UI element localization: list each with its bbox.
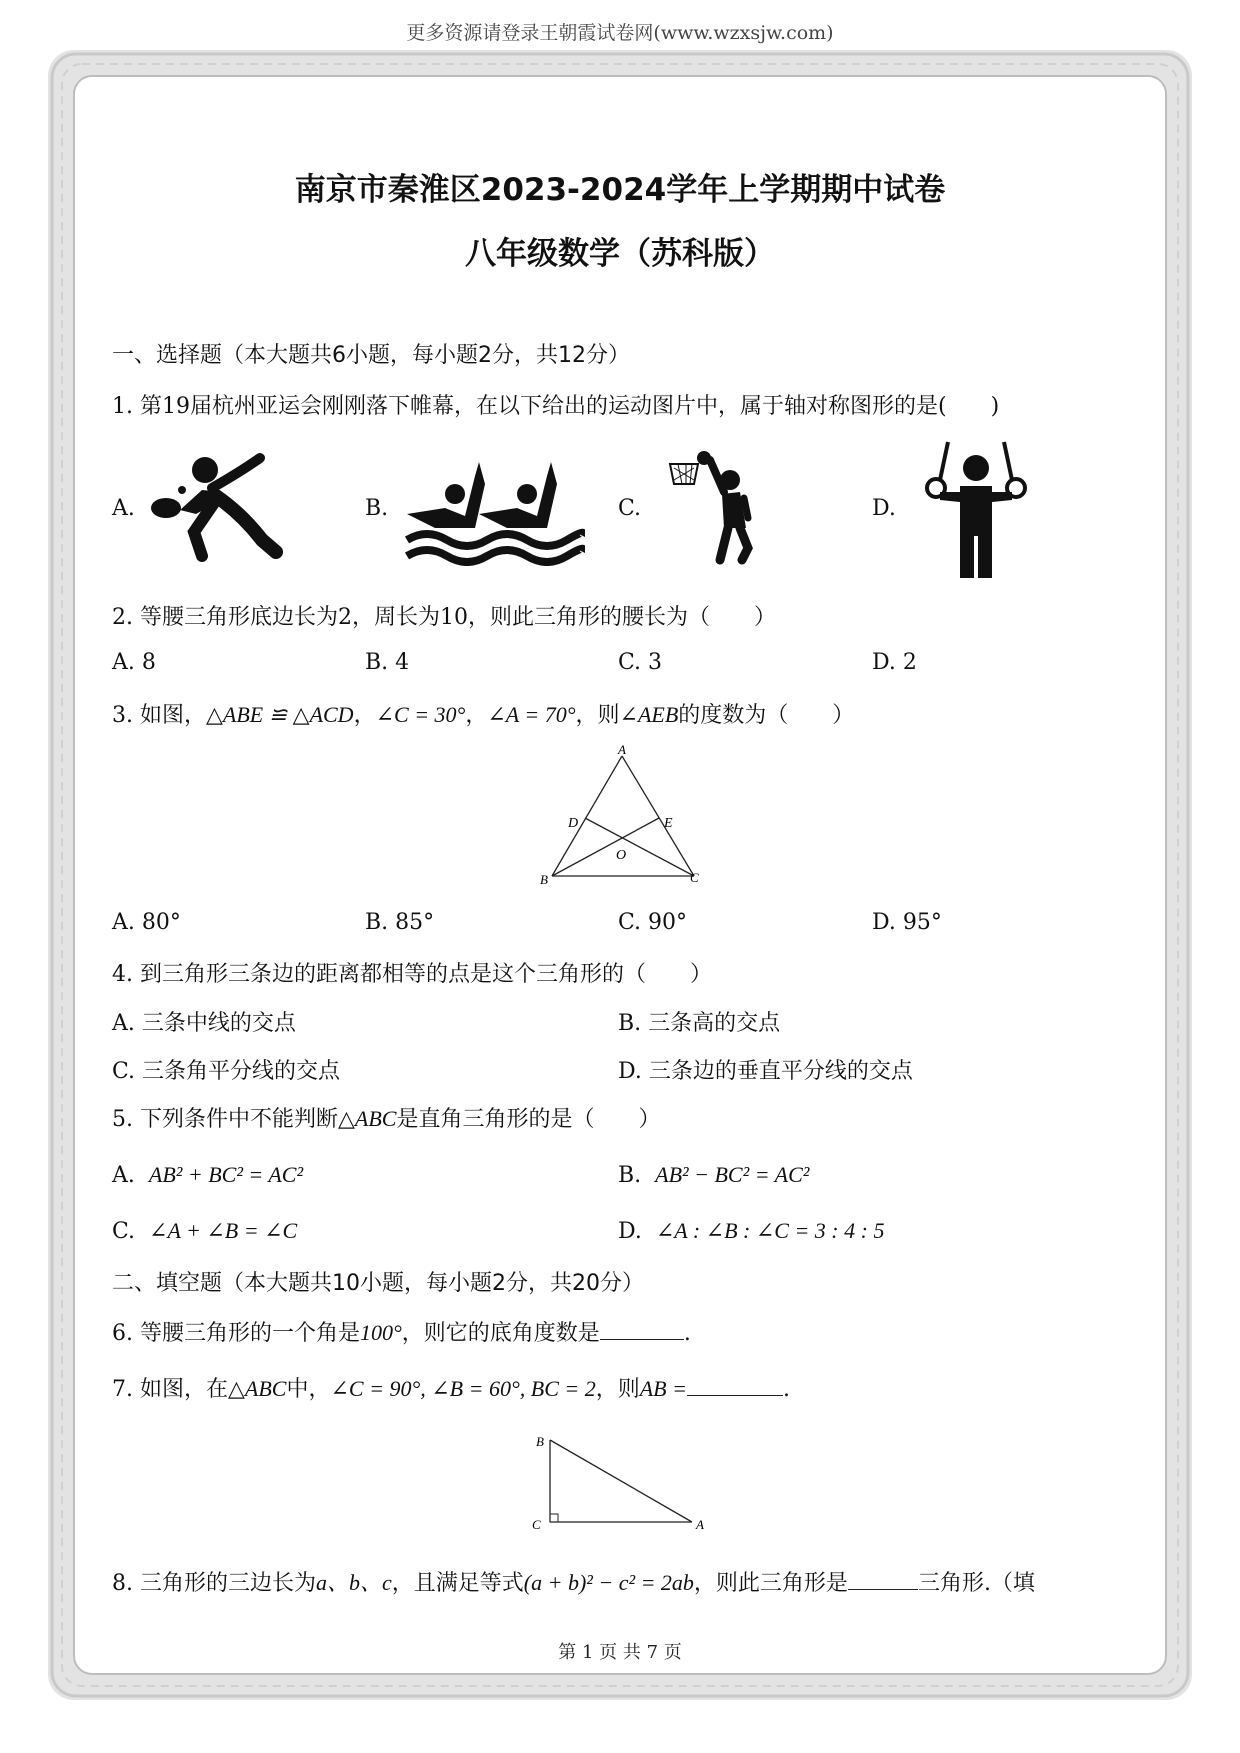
vertex-label: C [532,1517,541,1532]
answer-blank[interactable] [687,1375,783,1396]
question-6 [112,1316,691,1347]
option-b: B. 4 [365,650,410,675]
vertex-label: D [568,816,579,831]
question-text: ，且满足等式 [391,1571,524,1596]
page-subtitle: 八年级数学（苏科版） [465,236,775,272]
question-text: 三角形.（填 [917,1571,1035,1596]
option-c: C. 三条角平分线的交点 [112,1059,341,1084]
question-2: 2. 等腰三角形底边长为2，周长为10，则此三角形的腰长为（ ） [112,605,776,630]
option-label: D. [872,496,896,521]
given-conditions: ∠C = 90°, ∠B = 60°, BC = 2 [330,1376,596,1401]
triangle-name: △ABC [337,1106,397,1131]
question-text: 7. 如图，在 [112,1377,228,1402]
page-title: 南京市秦淮区2023-2024学年上学期期中试卷 [294,172,946,208]
option-d: D. 三条边的垂直平分线的交点 [618,1059,913,1084]
vertex-label: B [536,1434,544,1449]
option-a [112,1162,303,1188]
question-text: 6. 等腰三角形的一个角是 [112,1321,360,1346]
question-number: 3. 如图， [112,703,206,728]
question-text: 5. 下列条件中不能判断 [112,1107,338,1132]
option-d [618,1218,884,1244]
question-text: 的度数为（ ） [678,703,855,728]
option-label: A. [112,496,135,521]
section-heading: 二、填空题（本大题共10小题，每小题2分，共20分） [112,1271,644,1296]
side-names: a、b、c [315,1570,392,1595]
angle-c-condition: ∠C = 30° [375,702,466,727]
option-expression: ∠A : ∠B : ∠C = 3 : 4 : 5 [655,1218,885,1243]
question-text: 8. 三角形的三边长为 [112,1571,316,1596]
option-b: B. 85° [365,910,435,935]
angle-a-condition: ∠A = 70° [487,702,576,727]
option-d: D. 2 [872,650,917,675]
triangle-name: △ABC [227,1376,287,1401]
option-label: B. [618,1163,642,1188]
vertex-label: O [616,848,627,863]
vertex-label: E [664,816,673,831]
option-label: B. [365,496,389,521]
right-triangle-figure [530,1428,720,1536]
question-8 [112,1566,1035,1597]
option-b [618,1162,809,1188]
table-tennis-icon [150,452,290,564]
option-c: C. 90° [618,910,688,935]
equation: (a + b)² − c² = 2ab [523,1570,694,1595]
option-expression: ∠A + ∠B = ∠C [149,1218,298,1243]
answer-blank[interactable] [848,1569,918,1590]
option-a: A. 80° [112,910,181,935]
question-text: ，则此三角形是 [693,1571,848,1596]
congruence-condition: △ABE ≌ △ACD [205,702,354,727]
option-expression: AB² − BC² = AC² [655,1162,810,1187]
option-c: C. 3 [618,650,663,675]
vertex-label: C [690,870,699,885]
triangle-figure [530,744,710,890]
question-1: 1. 第19届杭州亚运会刚刚落下帷幕，在以下给出的运动图片中，属于轴对称图形的是( ) [112,394,1000,419]
synchronized-swimming-icon [405,456,585,566]
option-expression: AB² + BC² = AC² [148,1162,304,1187]
question-5 [112,1102,660,1133]
option-a: A. 三条中线的交点 [112,1011,296,1036]
question-4: 4. 到三角形三条边的距离都相等的点是这个三角形的（ ） [112,962,712,987]
asked-angle: ∠AEB [619,702,679,727]
question-text: 是直角三角形的是（ ） [396,1107,661,1132]
option-a: A. 8 [112,650,156,675]
option-label: D. [618,1219,642,1244]
vertex-label: B [540,872,548,887]
answer-blank[interactable] [600,1319,684,1340]
question-text: ，则它的底角度数是 [401,1321,600,1346]
option-d: D. 95° [872,910,942,935]
question-text: . [683,1321,691,1346]
angle-value: 100° [359,1320,402,1345]
question-3: 3. 如图，△ABE ≌ △ACD，∠C = 30°，∠A = 70°，则∠AEB的度数为（ ） [112,702,855,728]
question-7 [112,1372,790,1403]
question-text: 中， [286,1377,331,1402]
option-label: A. [112,1163,135,1188]
basketball-icon [668,448,758,566]
vertex-label: A [696,1517,704,1532]
option-label: C. [618,496,642,521]
option-c [112,1218,297,1244]
header-link[interactable]: 更多资源请登录王朝霞试卷网(www.wzxsjw.com) [406,22,834,44]
question-text: 则 [597,703,620,728]
question-text: . [782,1377,790,1402]
option-b: B. 三条高的交点 [618,1011,781,1036]
page-number: 第 1 页 共 7 页 [558,1642,682,1663]
option-label: C. [112,1219,136,1244]
vertex-label: A [618,744,626,757]
gymnastics-rings-icon [920,440,1032,580]
section-heading: 一、选择题（本大题共6小题，每小题2分，共12分） [112,343,630,368]
asked-length: AB = [639,1376,687,1401]
question-text: ，则 [595,1377,640,1402]
